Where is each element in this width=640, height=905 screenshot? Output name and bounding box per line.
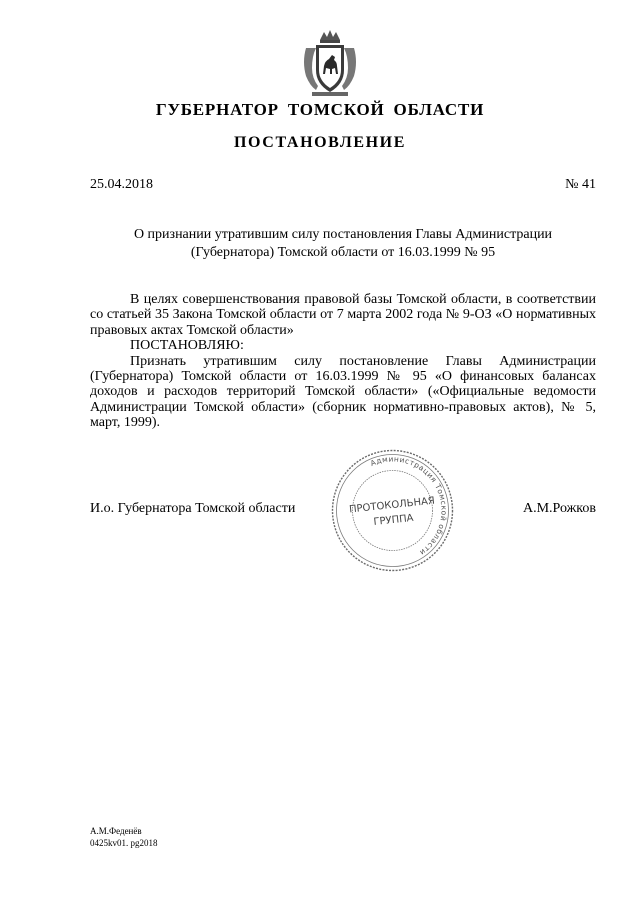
official-stamp [330, 448, 455, 573]
resolve-heading: ПОСТАНОВЛЯЮ: [130, 338, 244, 354]
clause-paragraph: Признать утратившим силу постановление Главы Администрации (Губернатора) Томской области от 16.03.1999 № 95 «О финансовых балансах доходов и расходов территорий Томской области» («Официальные ведомости Администрации Томской области» (сборник нормативно-правовых актов), № 5, март, 1999). [90, 353, 596, 431]
stamp-ring-text: Администрация Томской области [369, 454, 449, 558]
stamp-center-line-1: ПРОТОКОЛЬНАЯ [348, 495, 436, 516]
footer-author: А.М.Феденёв [90, 826, 142, 836]
stamp-center-line-2: ГРУППА [373, 512, 415, 529]
coat-of-arms-emblem [298, 28, 362, 100]
signatory-name: А.М.Рожков [522, 501, 596, 516]
document-subject [90, 226, 596, 262]
document-footer [90, 825, 158, 849]
subject-line-2: (Губернатора) Томской области от 16.03.1999 № 95 [190, 245, 496, 260]
signatory-position: И.о. Губернатора Томской области [90, 501, 296, 516]
document-body [90, 292, 596, 431]
issuing-authority: ГУБЕРНАТОР ТОМСКОЙ ОБЛАСТИ [155, 100, 485, 119]
footer-file-reference: 0425kv01. pg2018 [90, 838, 158, 848]
preamble-paragraph: В целях совершенствования правовой базы Томской области, в соответствии со статьей 35 Закона Томской области от 7 марта 2002 года № 9-ОЗ «О нормативных правовых актах Томской области» [90, 292, 596, 338]
document-number: № 41 [565, 177, 596, 192]
document-date: 25.04.2018 [90, 177, 153, 192]
document-type: ПОСТАНОВЛЕНИЕ [234, 134, 406, 151]
subject-line-1: О признании утратившим силу постановления Главы Администрации [133, 227, 553, 242]
